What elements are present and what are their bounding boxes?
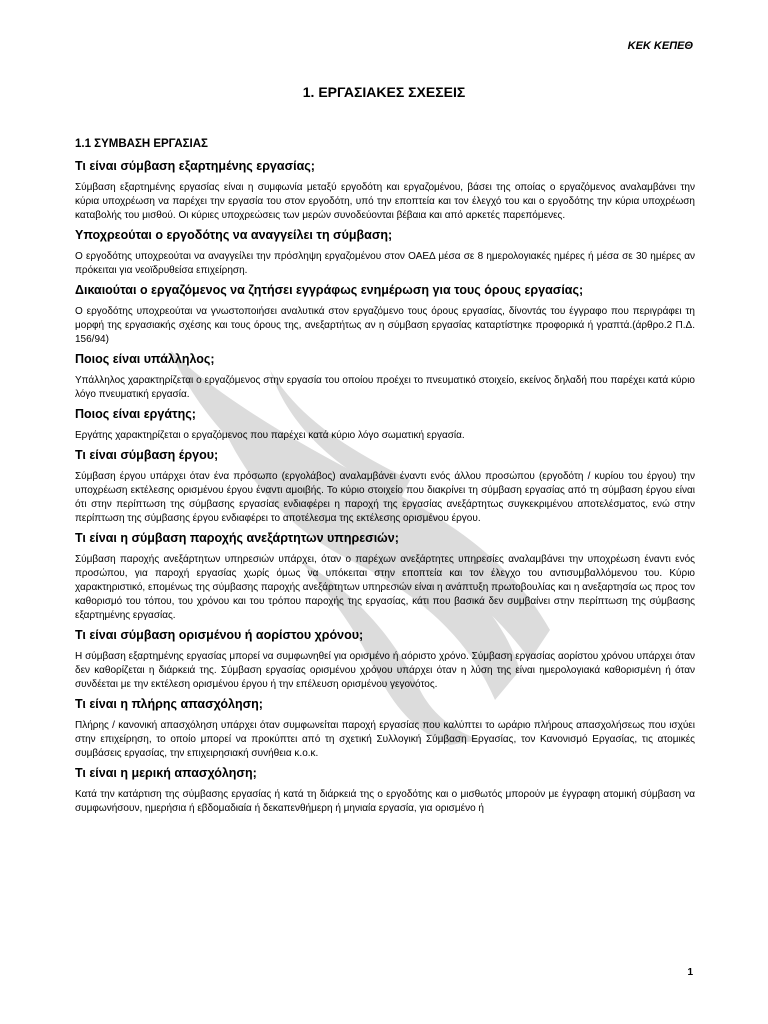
chapter-title: 1. ΕΡΓΑΣΙΑΚΕΣ ΣΧΕΣΕΙΣ [302, 84, 466, 100]
question-heading: Τι είναι σύμβαση εξαρτημένης εργασίας; [75, 159, 315, 173]
answer-paragraph: Ο εργοδότης υποχρεούται να γνωστοποιήσει αναλυτικά στον εργαζόμενο τους όρους εργασίας, δίνοντάς του έγγραφο που περιγράφει τη μορφή της εργασιακής σχέσης και τους όρους της, ανεξαρτήτως αν η σύμβαση εργασίας καταρτίστηκε προφορικά ή γραπτά.(άρθρο.2 Π.Δ. 156/94) [75, 306, 695, 345]
document-body [75, 138, 695, 821]
answer-paragraph: Πλήρης / κανονική απασχόληση υπάρχει όταν συμφωνείται παροχή εργασίας που καλύπτει το ωράριο πλήρους απασχολήσεως που ισχύει στην επιχείρηση, το οποίο μπορεί να προκύπτει από τη σχετική Συλλογική Σύμβαση Εργασίας, τον Κανονισμό Εργασίας, τις ατομικές συμβάσεις εργασίας, την επιχειρησιακή συνήθεια κ.ο.κ. [75, 720, 695, 759]
answer-paragraph: Υπάλληλος χαρακτηρίζεται ο εργαζόμενος στην εργασία του οποίου προέχει το πνευματικό στοιχείο, εκείνος δηλαδή που παρέχει κατά κύριο λόγο πνευματική εργασία. [75, 375, 695, 400]
answer-paragraph: Η σύμβαση εξαρτημένης εργασίας μπορεί να συμφωνηθεί για ορισμένο ή αόριστο χρόνο. Σύμβαση εργασίας αορίστου χρόνου υπάρχει όταν δεν καθορίζεται η διάρκειά της. Σύμβαση εργασίας ορισμένου χρόνου υπάρχει όταν η λύση της είναι ημερολογιακά καθορισμένη ή όταν συνδέεται με την εκτέλεση ορισμένου έργου ή την επέλευση ορισμένου γεγονότος. [75, 651, 695, 690]
question-heading: Τι είναι η σύμβαση παροχής ανεξάρτητων υπηρεσιών; [75, 531, 399, 545]
answer-paragraph: Σύμβαση εξαρτημένης εργασίας είναι η συμφωνία μεταξύ εργοδότη και εργαζομένου, βάσει της οποίας ο εργαζόμενος αναλαμβάνει την κύρια υποχρέωση να παρέχει την εργασία του στον εργοδότη, υπό την εποπτεία και τον έλεγχό του και ο εργοδότης την κύρια υποχρέωση καταβολής του μισθού. Οι κύριες υποχρεώσεις των μερών συνοδεύονται βέβαια και από αρκετές παρεπόμενες. [75, 182, 695, 221]
section-title: 1.1 ΣΥΜΒΑΣΗ ΕΡΓΑΣΙΑΣ [75, 138, 208, 150]
answer-paragraph: Σύμβαση έργου υπάρχει όταν ένα πρόσωπο (εργολάβος) αναλαμβάνει έναντι ενός άλλου προσώπου (εργοδότη / κυρίου του έργου) την υποχρέωση εκτέλεσης ορισμένου έργου έναντι αμοιβής. Το κύριο στοιχείο που διακρίνει τη σύμβαση εργασίας από τη σύμβαση έργου είναι ότι στην περίπτωση της σύμβασης εργασίας ενδιαφέρει η παροχή της εργασίας ανεξάρτητως συγκεκριμένου αποτελέσματος, ενώ στην περίπτωση της σύμβασης έργου ενδιαφέρει το αποτέλεσμα της εκτέλεσης ορισμένου έργου. [75, 471, 695, 524]
page-number: 1 [687, 967, 693, 978]
question-heading: Ποιος είναι εργάτης; [75, 407, 196, 421]
question-heading: Τι είναι η πλήρης απασχόληση; [75, 697, 263, 711]
question-heading: Δικαιούται ο εργαζόμενος να ζητήσει εγγράφως ενημέρωση για τους όρους εργασίας; [75, 283, 584, 297]
header-org: ΚΕΚ ΚΕΠΕΘ [627, 40, 693, 52]
question-heading: Τι είναι σύμβαση ορισμένου ή αορίστου χρόνου; [75, 628, 364, 642]
answer-paragraph: Σύμβαση παροχής ανεξάρτητων υπηρεσιών υπάρχει, όταν ο παρέχων ανεξάρτητες υπηρεσίες αναλαμβάνει την υποχρέωση έναντι ενός προσώπου, για παροχή εργασίας χωρίς όμως να υπόκειται στην εποπτεία και τον έλεγχο του αντισυμβαλλόμενου του. Κύριο χαρακτηριστικό, επομένως της σύμβασης παροχής ανεξάρτητων υπηρεσιών είναι η ανάπτυξη πρωτοβουλίας και η ανεξαρτησία ως προς τον καθορισμό του τόπου, του χρόνου και του τρόπου παροχής της εργασίας, κάτι που βασικά δεν συμβαίνει στην περίπτωση της σύμβασης εξαρτημένης εργασίας. [75, 554, 695, 621]
answer-paragraph: Εργάτης χαρακτηρίζεται ο εργαζόμενος που παρέχει κατά κύριο λόγο σωματική εργασία. [75, 430, 465, 441]
question-heading: Ποιος είναι υπάλληλος; [75, 352, 215, 366]
question-heading: Τι είναι σύμβαση έργου; [75, 448, 219, 462]
answer-paragraph: Ο εργοδότης υποχρεούται να αναγγείλει την πρόσληψη εργαζομένου στον ΟΑΕΔ μέσα σε 8 ημερολογιακές ημέρες ή μέσα σε 30 ημέρες αν πρόκειται για νεοϊδρυθείσα επιχείρηση. [75, 251, 695, 276]
answer-paragraph: Κατά την κατάρτιση της σύμβασης εργασίας ή κατά τη διάρκειά της ο εργοδότης και ο μισθωτός μπορούν με έγγραφη ατομική σύμβαση να συμφωνήσουν, ημερήσια ή εβδομαδιαία ή δεκαπενθήμερη ή μηνιαία εργασία, για ορισμένο ή [75, 789, 695, 814]
question-heading: Υποχρεούται ο εργοδότης να αναγγείλει τη σύμβαση; [75, 228, 393, 242]
question-heading: Τι είναι η μερική απασχόληση; [75, 766, 257, 780]
